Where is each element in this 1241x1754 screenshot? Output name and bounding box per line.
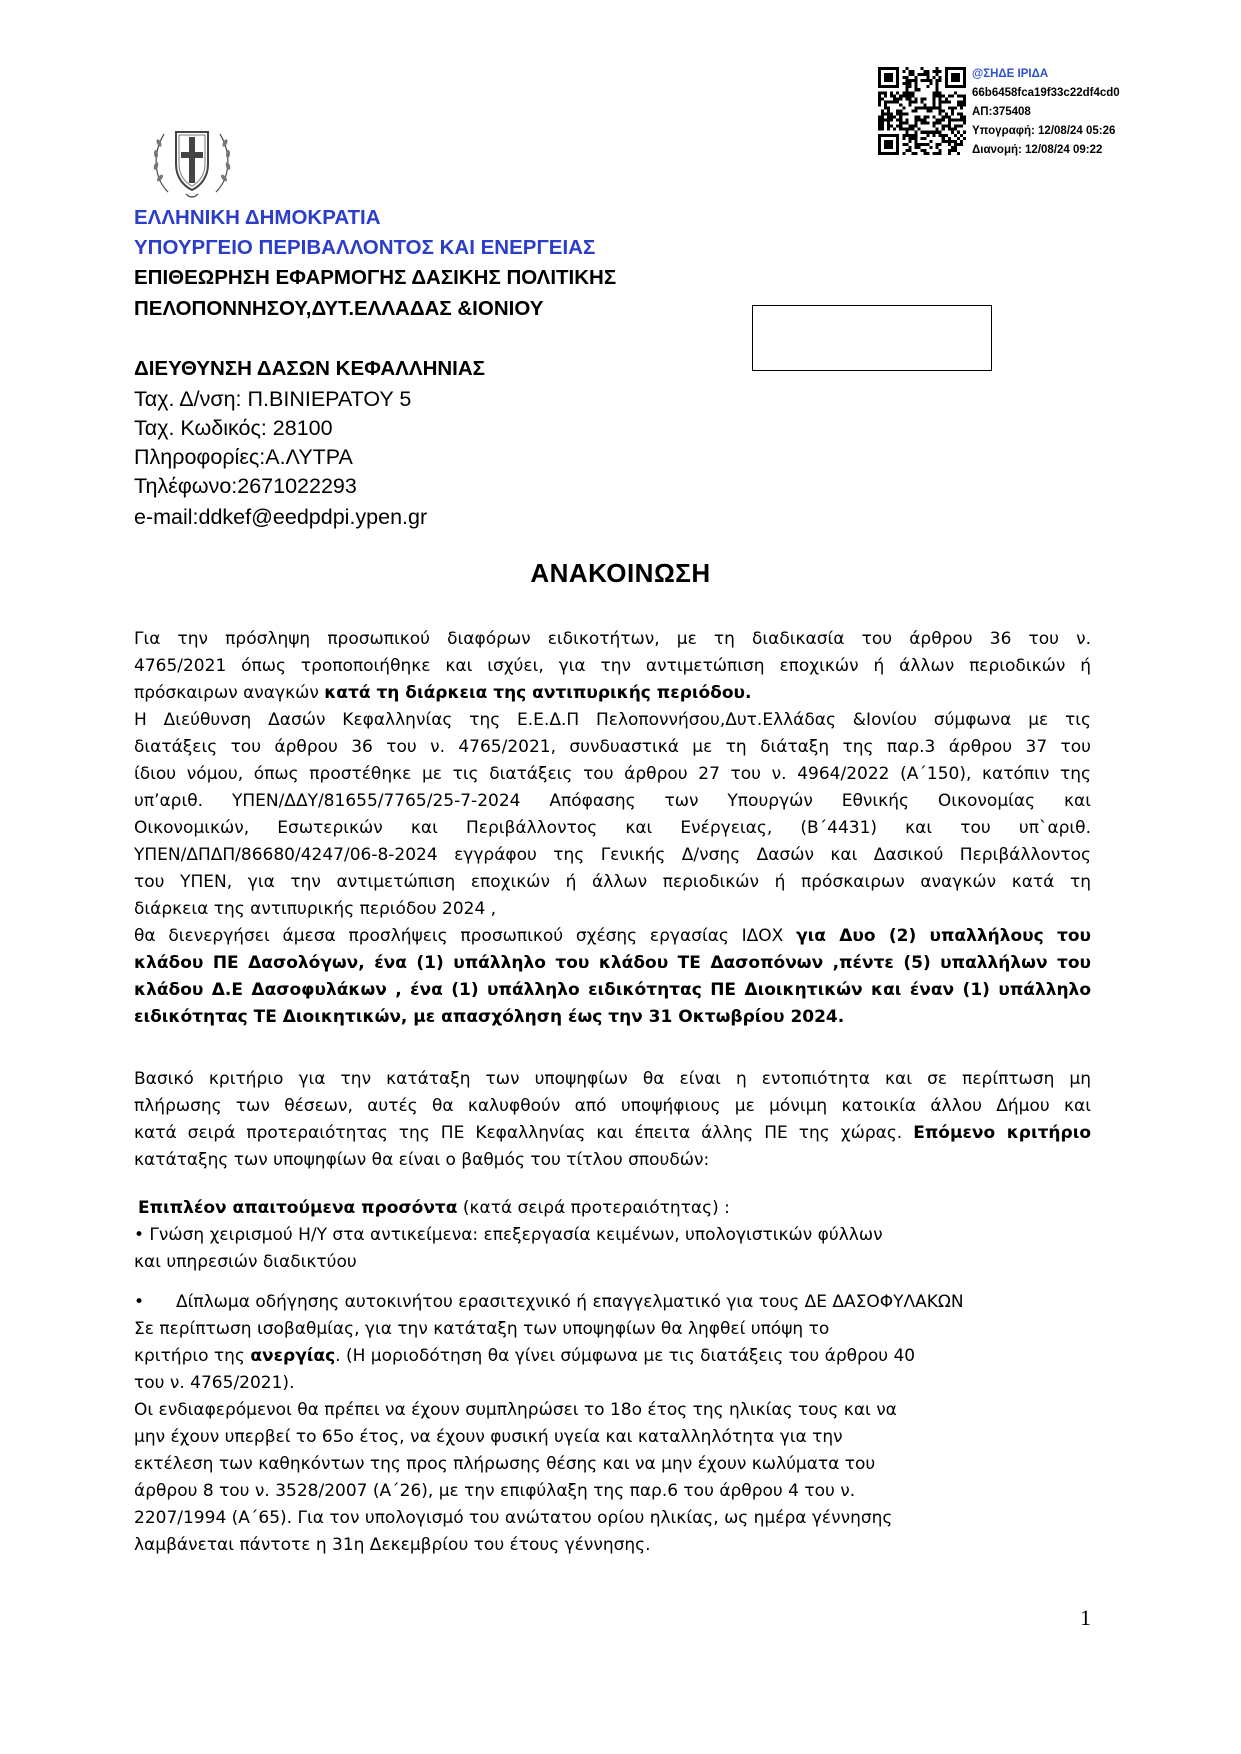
signature-system: @ΣΗΔΕ ΙΡΙΔΑ: [972, 68, 1049, 80]
bold-text: Επόμενο κριτήριο: [913, 1123, 1091, 1143]
text-line: πλήρωσης των θέσεων, αυτές θα καλυφθούν από υποψήφιους με μόνιμη κατοικία άλλου Δήμου και: [134, 1096, 1091, 1116]
text-line: Οικονομικών, Εσωτερικών και Περιβάλλοντος και Ενέργειας, (Β΄4431) και του υπ`αριθ.: [134, 818, 1091, 838]
criteria-paragraph: [134, 1066, 1091, 1174]
signature-date: Υπογραφή: 12/08/24 05:26: [972, 125, 1116, 137]
tie-rule-line: του ν. 4765/2021).: [134, 1373, 295, 1393]
intro-paragraph: [134, 626, 1091, 1031]
eligibility-line: μην έχουν υπερβεί το 65ο έτος, να έχουν φυσική υγεία και καταλληλότητα για την: [134, 1427, 843, 1447]
text-line: υπ’αριθ. ΥΠΕΝ/ΔΔΥ/81655/7765/25-7-2024 Απόφασης των Υπουργών Εθνικής Οικονομίας και: [134, 791, 1091, 811]
qualifications-heading: [138, 1195, 730, 1222]
info-contact: Πληροφορίες:Α.ΛΥΤΡΑ: [134, 445, 353, 469]
phone: Τηλέφωνο:2671022293: [134, 474, 357, 498]
text-line: 4765/2021 όπως τροποποιήθηκε και ισχύει, για την αντιμετώπιση εποχικών ή άλλων περιοδικών ή: [134, 656, 1091, 676]
qualification-computer-cont: και υπηρεσιών διαδικτύου: [134, 1252, 357, 1272]
bold-text: για Δυο (2) υπαλλήλους του: [796, 926, 1092, 946]
distribution-date: Διανομή: 12/08/24 09:22: [972, 144, 1103, 156]
text-span: . (Η μοριοδότηση θα γίνει σύμφωνα με τις διατάξεις του άρθρου 40: [335, 1346, 916, 1366]
eligibility-line: λαμβάνεται πάντοτε η 31η Δεκεμβρίου του έτους γέννησης.: [134, 1535, 651, 1555]
email: e-mail:ddkef@eedpdpi.ypen.gr: [134, 505, 428, 529]
text-line: Η Διεύθυνση Δασών Κεφαλληνίας της Ε.Ε.Δ.Π Πελοποννήσου,Δυτ.Ελλάδας &Ιονίου σύμφωνα με τις: [134, 710, 1091, 730]
text-line: Βασικό κριτήριο για την κατάταξη των υποψηφίων θα είναι η εντοπιότητα και σε περίπτωση μη: [134, 1069, 1091, 1089]
text-span: (κατά σειρά προτεραιότητας) :: [457, 1198, 730, 1218]
inspection-region: ΠΕΛΟΠΟΝΝΗΣΟΥ,ΔΥΤ.ΕΛΛΑΔΑΣ &ΙΟΝΙΟΥ: [134, 297, 544, 320]
text-span: κριτήριο της: [134, 1346, 251, 1366]
eligibility-line: άρθρου 8 του ν. 3528/2007 (Α΄26), με την επιφύλαξη της παρ.6 του άρθρου 4 του ν.: [134, 1481, 856, 1501]
eligibility-line: εκτέλεση των καθηκόντων της προς πλήρωσης θέσης και να μην έχουν κωλύματα του: [134, 1454, 876, 1474]
eligibility-line: Οι ενδιαφερόμενοι θα πρέπει να έχουν συμπληρώσει το 18ο έτος της ηλικίας τους και να: [134, 1400, 897, 1420]
text-span: θα διενεργήσει άμεσα προσλήψεις προσωπικού σχέσης εργασίας ΙΔΟΧ: [134, 926, 797, 946]
bullet-icon: •: [134, 1292, 145, 1312]
digital-signature-stamp: [972, 65, 1120, 160]
text-line: Για την πρόσληψη προσωπικού διαφόρων ειδικοτήτων, με τη διαδικασία του άρθρου 36 του ν.: [134, 629, 1091, 649]
bold-text: ειδικότητας ΤΕ Διοικητικών, με απασχόληση έως την 31 Οκτωβρίου 2024.: [134, 1007, 845, 1027]
signature-hash: 66b6458fca19f33c22df4cd0: [972, 87, 1120, 99]
text-span: κατά σειρά προτεραιότητας της ΠΕ Κεφαλληνίας και έπειτα άλλης ΠΕ της χώρας.: [134, 1123, 914, 1143]
tie-rule-line: [134, 1343, 915, 1370]
eligibility-line: 2207/1994 (Α΄65). Για τον υπολογισμό του ανώτατου ορίου ηλικίας, ως ημέρα γέννησης: [134, 1508, 893, 1528]
address: Ταχ. Δ/νση: Π.ΒΙΝΙΕΡΑΤΟΥ 5: [134, 387, 412, 411]
greek-emblem-icon: [146, 120, 238, 202]
bold-text: Επιπλέον απαιτούμενα προσόντα: [138, 1198, 458, 1218]
text-line: [134, 1004, 1091, 1031]
page-number: 1: [1080, 1605, 1091, 1630]
text-line: διάρκεια της αντιπυρικής περιόδου 2024 ,: [134, 899, 497, 919]
inspection-heading: ΕΠΙΘΕΩΡΗΣΗ ΕΦΑΡΜΟΓΗΣ ΔΑΣΙΚΗΣ ΠΟΛΙΤΙΚΗΣ: [134, 266, 617, 289]
text-line: [134, 950, 1091, 977]
bold-text: κλάδου Δ.Ε Δασοφυλάκων , ένα (1) υπάλληλο ειδικότητας ΠΕ Διοικητικών και έναν (1) υπάλληλο: [134, 980, 1091, 1000]
republic-heading: ΕΛΛΗΝΙΚΗ ΔΗΜΟΚΡΑΤΙΑ: [134, 206, 381, 229]
qualification-computer: • Γνώση χειρισμού Η/Υ στα αντικείμενα: επεξεργασία κειμένων, υπολογιστικών φύλλων: [134, 1225, 883, 1245]
bold-text: κατά τη διάρκεια της αντιπυρικής περιόδου.: [324, 683, 752, 703]
text-line: [134, 923, 1091, 950]
protocol-number: ΑΠ:375408: [972, 106, 1031, 118]
directorate-heading: ΔΙΕΥΘΥΝΣΗ ΔΑΣΩΝ ΚΕΦΑΛΛΗΝΙΑΣ: [134, 357, 485, 380]
qr-code: [878, 67, 966, 155]
ministry-heading: ΥΠΟΥΡΓΕΙΟ ΠΕΡΙΒΑΛΛΟΝΤΟΣ ΚΑΙ ΕΝΕΡΓΕΙΑΣ: [134, 236, 596, 259]
text-line: ίδιου νόμου, όπως προστέθηκε με τις διατάξεις του άρθρου 27 του ν. 4964/2022 (Α΄150), κατόπιν της: [134, 764, 1091, 784]
bold-text: ανεργίας: [250, 1346, 336, 1366]
text-line: [134, 977, 1091, 1004]
text-line: [134, 680, 1091, 707]
text-line: κατάταξης των υποψηφίων θα είναι ο βαθμός του τίτλου σπουδών:: [134, 1150, 710, 1170]
postcode: Ταχ. Κωδικός: 28100: [134, 416, 333, 440]
bold-text: κλάδου ΠΕ Δασολόγων, ένα (1) υπάλληλο του κλάδου ΤΕ Δασοπόνων ,πέντε (5) υπαλλήλων του: [134, 953, 1091, 973]
qualification-license: Δίπλωμα οδήγησης αυτοκινήτου ερασιτεχνικό ή επαγγελματικό για τους ΔΕ ΔΑΣΟΦΥΛΑΚΩΝ: [176, 1292, 964, 1312]
tie-rule-line: Σε περίπτωση ισοβαθμίας, για την κατάταξη των υποψηφίων θα ληφθεί υπόψη το: [134, 1319, 830, 1339]
text-line: ΥΠΕΝ/ΔΠΔΠ/86680/4247/06-8-2024 εγγράφου της Γενικής Δ/νσης Δασών και Δασικού Περιβάλλοντος: [134, 845, 1091, 865]
text-line: του ΥΠΕΝ, για την αντιμετώπιση εποχικών ή άλλων περιοδικών ή πρόσκαιρων αναγκών κατά τη: [134, 872, 1091, 892]
text-span: πρόσκαιρων αναγκών: [134, 683, 325, 703]
protocol-box: [752, 305, 992, 371]
text-line: [134, 1120, 1091, 1147]
document-title: ΑΝΑΚΟΙΝΩΣΗ: [530, 558, 711, 588]
text-line: διατάξεις του άρθρου 36 του ν. 4765/2021, συνδυαστικά με τη διάταξη της παρ.3 άρθρου 37 του: [134, 737, 1091, 757]
